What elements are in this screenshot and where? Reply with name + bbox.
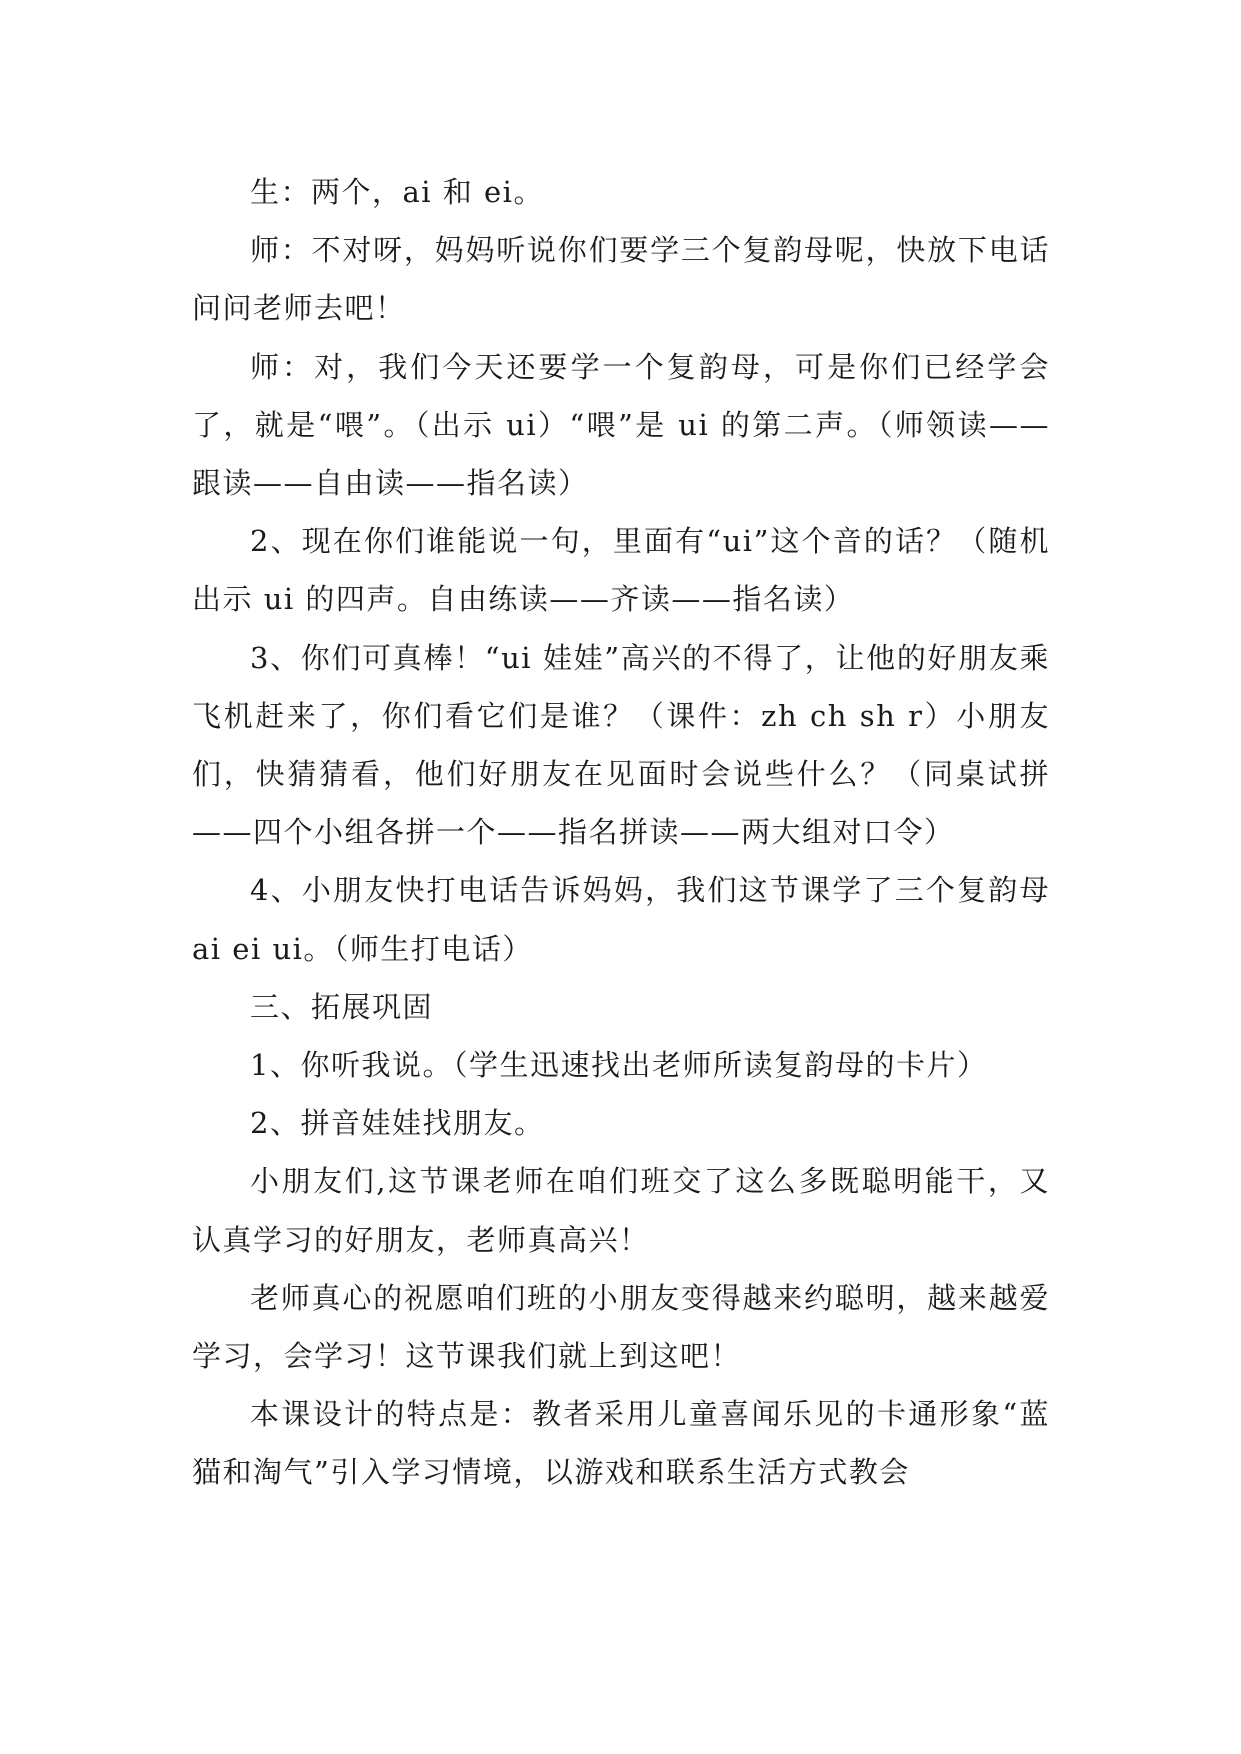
paragraph: 2、拼音娃娃找朋友。 (250, 1106, 545, 1141)
paragraph: 老师真心的祝愿咱们班的小朋友变得越来约聪明，越来越爱学习，会学习！这节课我们就上到这吧！ (192, 1280, 1050, 1374)
paragraph: 生：两个，ai 和 ei。 (250, 175, 544, 209)
paragraph: 师：对，我们今天还要学一个复韵母，可是你们已经学会了，就是“喂”。（出示 ui）“喂”是 ui 的第二声。（师领读——跟读——自由读——指名读） (192, 349, 1050, 501)
paragraph: 本课设计的特点是：教者采用儿童喜闻乐见的卡通形象“蓝猫和淘气”引入学习情境，以游戏和联系生活方式教会 (192, 1397, 1050, 1490)
paragraph: 3、你们可真棒！“ui 娃娃”高兴的不得了，让他的好朋友乘飞机赶来了，你们看它们是谁？（课件：zh ch sh r）小朋友们，快猜猜看，他们好朋友在见面时会说些什么？（同桌试拼——四个小组各拼一个——指名拼读——两大组对口令） (192, 640, 1050, 850)
paragraph: 1、你听我说。（学生迅速找出老师所读复韵母的卡片） (250, 1048, 988, 1083)
paragraph: 师：不对呀，妈妈听说你们要学三个复韵母呢，快放下电话问问老师去吧！ (192, 233, 1050, 326)
paragraph: 小朋友们,这节课老师在咱们班交了这么多既聪明能干，又认真学习的好朋友，老师真高兴！ (192, 1164, 1050, 1257)
paragraph: 2、现在你们谁能说一句，里面有“ui”这个音的话？（随机出示 ui 的四声。自由练读——齐读——指名读） (192, 524, 1050, 617)
document-body (192, 163, 1050, 1502)
paragraph: 4、小朋友快打电话告诉妈妈，我们这节课学了三个复韵母 ai ei ui。（师生打电话） (192, 873, 1050, 966)
section-heading: 三、拓展巩固 (250, 989, 434, 1024)
